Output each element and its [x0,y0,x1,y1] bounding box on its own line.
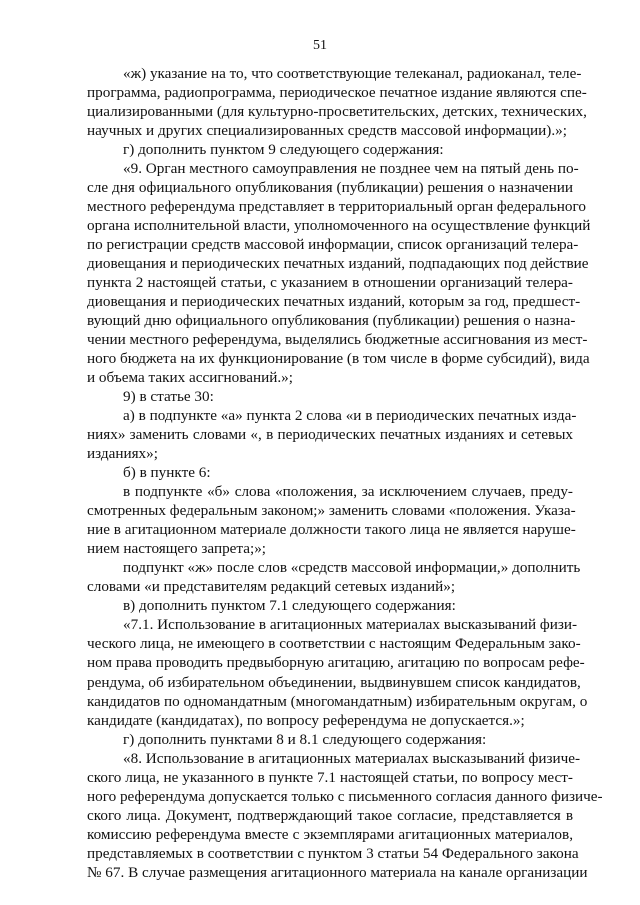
text-line: ного референдума допускается только с письменного согласия данного физиче- [87,787,603,805]
text-line: кандидатов по одномандатным (многомандатным) избирательным округам, о [87,692,588,710]
text-line: «9. Орган местного самоуправления не позднее чем на пятый день по- [123,160,579,178]
text-line: 9) в статье 30: [123,388,214,406]
text-line: ниях» заменить словами «, в периодических печатных изданиях и сетевых [87,426,573,444]
text-line: ского лица. Документ, подтверждающий такое согласие, представляется в [87,806,573,824]
page-number: 51 [313,38,327,53]
text-line: местного референдума представляет в территориальный орган федерального [87,198,586,216]
text-line: программа, радиопрограмма, периодическое печатное издание являются спе- [87,84,587,102]
text-line: изданиях»; [87,445,158,463]
text-line: № 67. В случае размещения агитационного материала на канале организации [87,863,588,881]
text-line: пункта 2 настоящей статьи, с указанием в отношении организаций телера- [87,274,573,292]
text-line: сле дня официального опубликования (публикации) решения о назначении [87,179,573,197]
text-line: научных и других специализированных средств массовой информации).»; [87,122,567,140]
text-line: в) дополнить пунктом 7.1 следующего содержания: [123,597,456,615]
text-line: г) дополнить пунктом 9 следующего содержания: [123,141,444,159]
text-line: г) дополнить пунктами 8 и 8.1 следующего содержания: [123,730,487,748]
text-line: б) в пункте 6: [123,464,211,482]
text-line: «8. Использование в агитационных материалах высказываний физиче- [123,749,581,767]
text-line: представляемых в соответствии с пунктом 3 статьи 54 Федерального закона [87,844,579,862]
text-line: рендума, об избирательном объединении, выдвинувшем список кандидатов, [87,673,581,691]
text-line: диовещания и периодических печатных изданий, подпадающих под действие [87,255,589,273]
text-line: ние в агитационном материале должности такого лица не является наруше- [87,521,576,539]
text-line: смотренных федеральным законом;» заменить словами «положения. Указа- [87,502,576,520]
text-line: ческого лица, не имеющего в соответствии с настоящим Федеральным зако- [87,635,581,653]
text-line: подпункт «ж» после слов «средств массовой информации,» дополнить [123,559,581,577]
text-line: органа исполнительной власти, уполномоченного на осуществление функций [87,217,591,235]
text-line: ского лица, не указанного в пункте 7.1 настоящей статьи, по вопросу мест- [87,768,573,786]
text-line: нием настоящего запрета;»; [87,540,267,558]
text-line: диовещания и периодических печатных изданий, которым за год, предшест- [87,293,581,311]
text-line: ного бюджета на их функционирование (в том числе в форме субсидий), вида [87,350,590,368]
text-line: «7.1. Использование в агитационных материалах высказываний физи- [123,616,578,634]
text-line: по регистрации средств массовой информации, список организаций телера- [87,236,579,254]
text-line: вующий дню официального опубликования (публикации) решения о назна- [87,312,576,330]
text-line: циализированными (для культурно-просветительских, детских, технических, [87,103,587,121]
text-line: а) в подпункте «а» пункта 2 слова «и в периодических печатных изда- [123,407,577,425]
text-line: и объема таких ассигнований.»; [87,369,293,387]
text-line: в подпункте «б» слова «положения, за исключением случаев, преду- [123,483,573,501]
text-line: словами «и представителям редакций сетевых изданий»; [87,578,456,596]
document-body [87,64,603,882]
text-line: ном права проводить предвыборную агитацию, агитацию по вопросам рефе- [87,654,585,672]
text-line: «ж) указание на то, что соответствующие телеканал, радиоканал, теле- [123,65,582,82]
text-line: кандидате (кандидатах), по вопросу референдума не допускается.»; [87,711,525,729]
text-line: комиссию референдума вместе с экземплярами агитационных материалов, [87,825,573,843]
text-line: чении местного референдума, выделялись бюджетные ассигнования из мест- [87,331,588,349]
